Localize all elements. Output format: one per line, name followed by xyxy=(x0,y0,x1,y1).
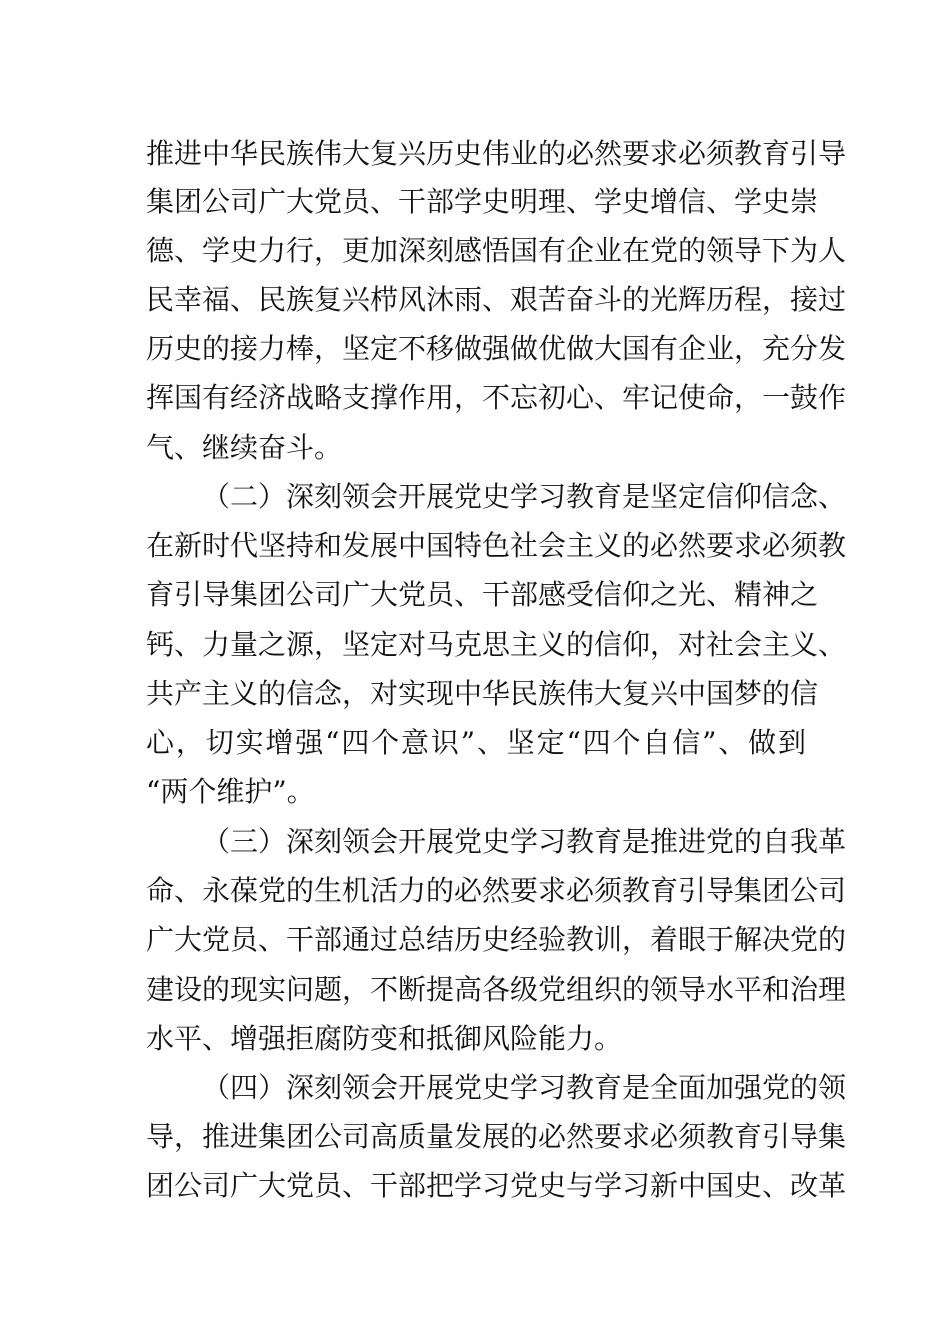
text-line: 共产主义的信念，对实现中华民族伟大复兴中国梦的信 xyxy=(146,677,819,710)
text-line: 育引导集团公司广大党员、干部感受信仰之光、精神之 xyxy=(146,578,819,611)
text-line: 建设的现实问题，不断提高各级党组织的领导水平和治理 xyxy=(146,973,847,1006)
text-line: 集团公司广大党员、干部学史明理、学史增信、学史崇 xyxy=(146,185,819,218)
text-line: 团公司广大党员、干部把学习党史与学习新中国史、改革 xyxy=(146,1169,847,1202)
text-line: 在新时代坚持和发展中国特色社会主义的必然要求必须教 xyxy=(146,529,847,562)
text-line: 命、永葆党的生机活力的必然要求必须教育引导集团公司 xyxy=(146,874,847,907)
text-line: 广大党员、干部通过总结历史经验教训，着眼于解决党的 xyxy=(146,923,847,956)
text-line: 心，切实增强“四个意识”、坚定“四个自信”、做到 xyxy=(146,726,806,759)
paragraph-heading-2: （二）深刻领会开展党史学习教育是坚定信仰信念、 xyxy=(202,480,847,513)
text-line: 气、继续奋斗。 xyxy=(146,431,343,464)
text-line: 历史的接力棒，坚定不移做强做优做大国有企业，充分发 xyxy=(146,332,847,365)
text-line: 挥国有经济战略支撑作用，不忘初心、牢记使命，一鼓作 xyxy=(146,381,847,414)
text-line: 导，推进集团公司高质量发展的必然要求必须教育引导集 xyxy=(146,1120,847,1153)
paragraph-heading-4: （四）深刻领会开展党史学习教育是全面加强党的领 xyxy=(202,1071,847,1104)
text-line: “两个维护”。 xyxy=(146,775,315,808)
paragraph-heading-3: （三）深刻领会开展党史学习教育是推进党的自我革 xyxy=(202,825,847,858)
text-line: 德、学史力行，更加深刻感悟国有企业在党的领导下为人 xyxy=(146,234,847,267)
text-line: 民幸福、民族复兴栉风沐雨、艰苦奋斗的光辉历程，接过 xyxy=(146,283,847,316)
text-line: 钙、力量之源，坚定对马克思主义的信仰，对社会主义、 xyxy=(146,628,847,661)
text-line: 推进中华民族伟大复兴历史伟业的必然要求必须教育引导 xyxy=(146,137,847,170)
text-line: 水平、增强拒腐防变和抵御风险能力。 xyxy=(146,1022,623,1055)
